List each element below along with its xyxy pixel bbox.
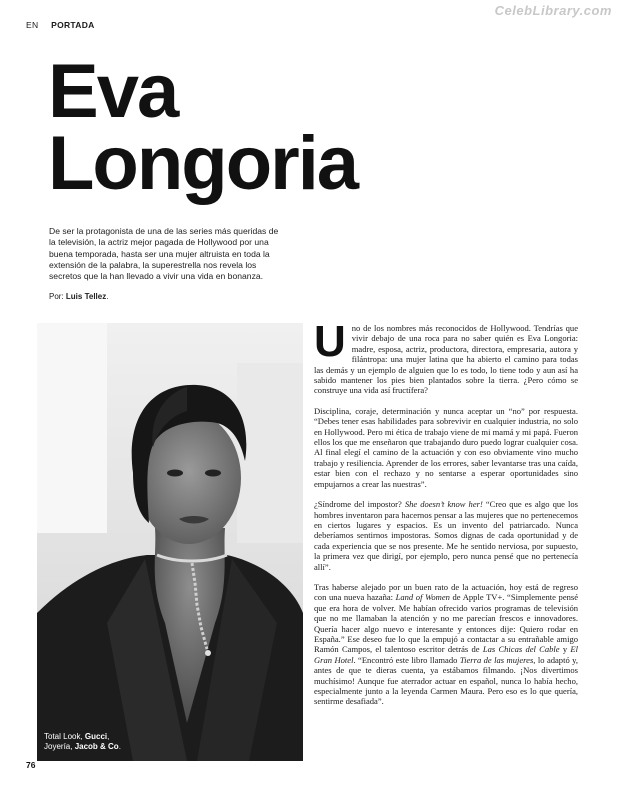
byline-author: Luis Tellez	[65, 292, 107, 301]
credit-line-1-prefix: Total Look,	[44, 732, 85, 741]
article-intro: De ser la protagonista de una de las series más queridas de la televisión, la actriz mejor pagada de Hollywood por una buena temporada, hasta ser una mujer altruista en toda la extensión de la palabra, la superestrella nos revela los secretos que la han llevado a vivir una vida en bonanza.	[49, 226, 279, 282]
paragraph-4-part-d: . “Encontró este libro llamado	[353, 654, 460, 665]
credit-line-2-suffix: .	[118, 742, 121, 751]
series-title-1: Las Chicas del Cable	[482, 644, 560, 655]
paragraph-3	[314, 499, 578, 572]
show-title: Land of Women	[395, 592, 450, 603]
section-header	[26, 20, 95, 30]
credit-line-1-suffix: ,	[107, 732, 110, 741]
paragraph-1-text: no de los nombres más reconocidos de Hollywood. Tendrías que vivir debajo de una roca para no saber quién es Eva Longoria: madre, esposa, actriz, productora, directora, empresaria, autora y filántropa: una mujer latina que ha abierto el camino para todas las demás y un ejemplo de alguien que lo es todo, lo tiene todo y aun así ha sabido mantener los pies bien plantados sobre la tierra. ¿Pero cómo se construye una vida así fructífera?	[314, 323, 578, 396]
title-line-2: Longoria	[48, 121, 358, 206]
page-number: 76	[26, 760, 36, 770]
title-line-1: Eva	[48, 49, 178, 134]
paragraph-4-part-e: , lo adaptó y, antes de que te dieras cuenta, ya estábamos filmando. ¡Nos divertimos muchísimo! Aunque fue aterrador actuar en español, nunca lo había hecho, especialmente junto a la leyenda Carmen Maura. Pero eso es lo que quería, sentirme desafiada”.	[314, 654, 579, 707]
byline	[49, 292, 108, 301]
credit-brand-1: Gucci	[84, 732, 108, 741]
paragraph-4	[314, 582, 578, 707]
book-title: Tierra de las mujeres	[459, 654, 534, 665]
credit-line-1	[44, 732, 121, 742]
paragraph-3-lead: ¿Síndrome del impostor?	[314, 499, 405, 510]
byline-prefix: Por:	[49, 292, 66, 301]
byline-suffix: .	[106, 292, 109, 301]
credit-line-2	[44, 742, 121, 752]
credit-brand-2: Jacob & Co	[74, 742, 119, 751]
drop-cap: U	[314, 317, 346, 366]
paragraph-4-part-a: Tras haberse alejado por un buen rato de la actuación, hoy está de regreso con una nueva hazaña:	[314, 581, 578, 603]
paragraph-1	[314, 317, 578, 396]
portrait-illustration	[37, 323, 303, 761]
article-body	[314, 317, 579, 717]
photo-credit	[44, 732, 121, 752]
site-watermark: CelebLibrary.com	[494, 3, 612, 18]
paragraph-4-part-c: y	[559, 644, 571, 655]
cover-photo	[37, 323, 303, 761]
paragraph-3-italic: She doesn’t know her!	[404, 499, 483, 510]
paragraph-3-text: “Creo que es algo que los hombres inventaron para hacernos pensar a las mujeres que no pertenecemos en ciertos lugares y espacios. Es un invento del patriarcado. Nunca deberíamos sentirnos impostoras. Somos dignas de cada oportunidad y de cada experiencia que se nos presente. Me he sentido nerviosa, por supuesto, la primera vez que dirigí, por ejemplo, pero nunca pensé que no pertenecía allí”.	[314, 499, 578, 572]
credit-line-2-prefix: Joyería,	[44, 742, 75, 751]
section-label: PORTADA	[51, 20, 95, 30]
language-label: EN	[26, 20, 39, 30]
article-title	[48, 49, 358, 206]
paragraph-4-part-b: de Apple TV+. “Simplemente pensé que era hora de volver. Me habían ofrecido varios programas de televisión que no me llamaban la atención y no me parecían frescos e innovadores. Quería hacer algo nuevo e interesante y entonces dije: Quiero rodar en España.” Ese deseo fue lo que la empujó a contactar a su entrañable amigo Ramón Campos, el talentoso escritor detrás de	[314, 592, 579, 655]
series-title-2: El Gran Hotel	[314, 644, 578, 665]
paragraph-2: Disciplina, coraje, determinación y nunca aceptar un “no” por respuesta. “Debes tener esas habilidades para sobrevivir en cualquier industria, no solo en Hollywood. Pero mi ética de trabajo viene de mi mamá y mi papá. Fueron ellos los que me enseñaron que trabajando duro puedo lograr cualquier cosa. Al final elegí el camino de la actuación y con eso obviamente vino mucho trabajo y resiliencia. Aprender de los errores, saber levantarse tras una caída, estar bien con el rechazo y no sentarse a esperar oportunidades sino empujarnos a crear las nuestras”.	[314, 405, 578, 489]
